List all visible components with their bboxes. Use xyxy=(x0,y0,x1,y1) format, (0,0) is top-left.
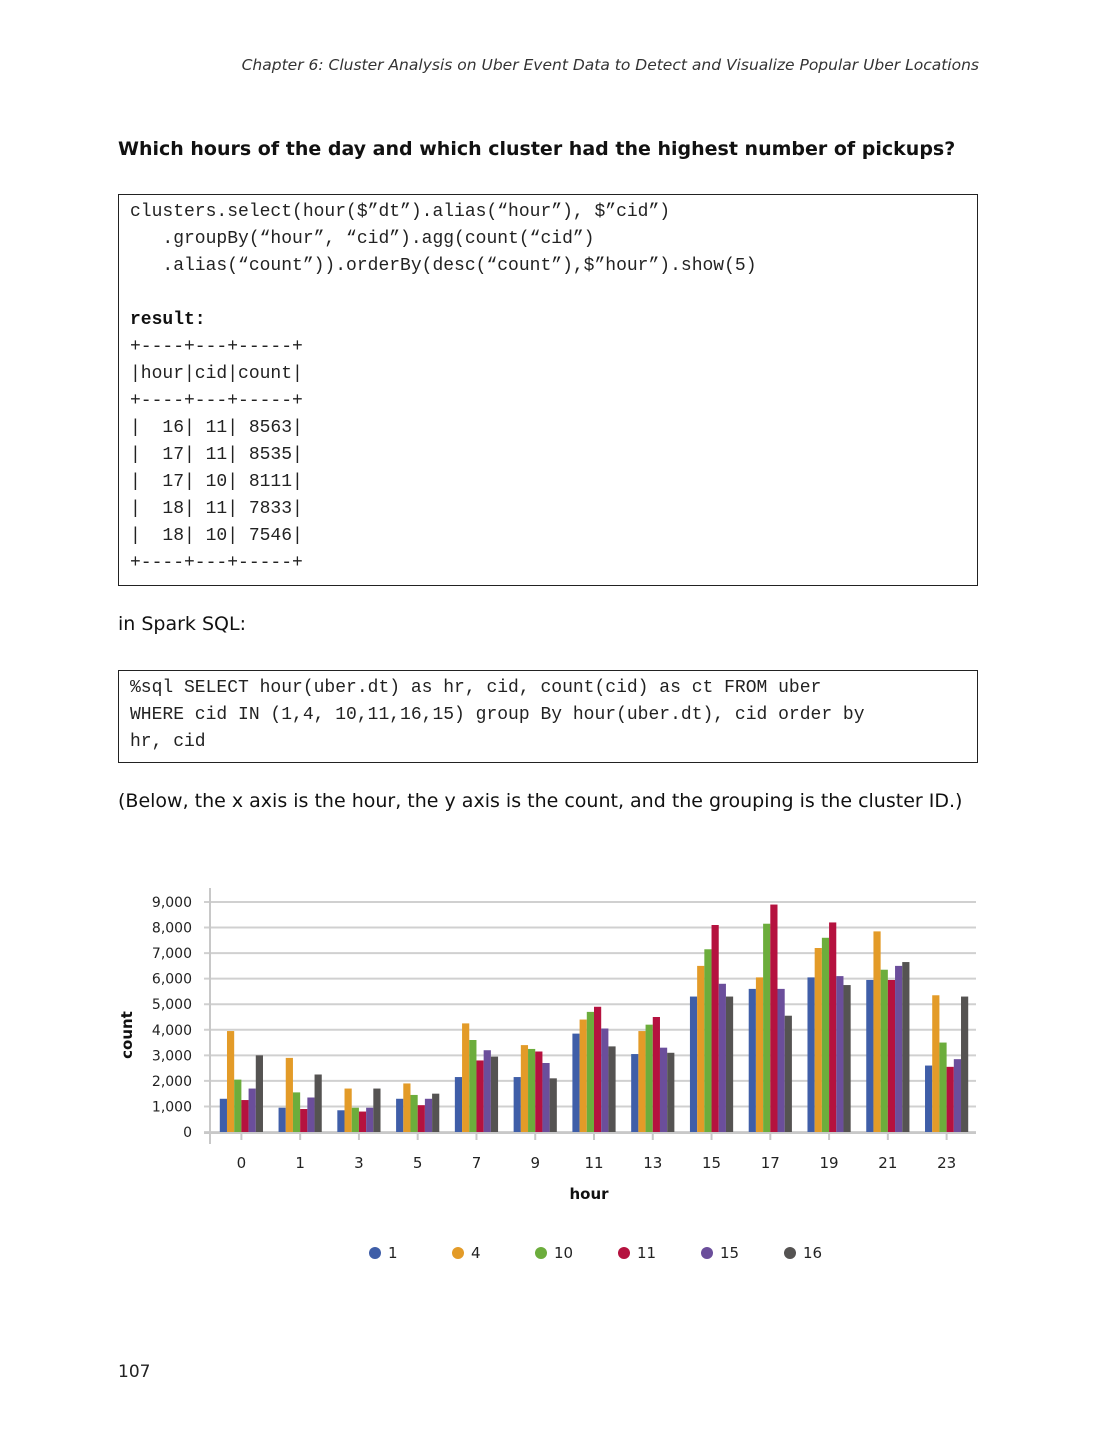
x-tick-label: 17 xyxy=(760,1154,780,1172)
bar xyxy=(902,962,909,1132)
x-tick-label: 23 xyxy=(937,1154,957,1172)
bar xyxy=(749,989,756,1132)
code-line: .alias(“count”)).orderBy(desc(“count”),$”hour”).show(5) xyxy=(130,256,757,276)
legend-label: 15 xyxy=(720,1244,740,1262)
legend-label: 4 xyxy=(471,1244,481,1262)
bar xyxy=(521,1045,528,1132)
bar xyxy=(646,1025,653,1132)
legend-swatch xyxy=(618,1247,630,1259)
bar xyxy=(337,1110,344,1132)
y-axis-title: count xyxy=(118,1011,136,1059)
legend-label: 11 xyxy=(637,1244,657,1262)
y-tick-label: 8,000 xyxy=(151,920,192,937)
bar xyxy=(726,997,733,1132)
bar xyxy=(256,1055,263,1132)
x-tick-label: 3 xyxy=(354,1154,364,1172)
result-line: | 17| 11| 8535| xyxy=(130,445,303,465)
section-question: Which hours of the day and which cluster had the highest number of pickups? xyxy=(118,138,956,160)
bar xyxy=(315,1075,322,1133)
bar xyxy=(366,1108,373,1132)
bar xyxy=(778,989,785,1132)
code-block-scala xyxy=(118,194,978,586)
bar xyxy=(307,1098,314,1133)
bar xyxy=(425,1099,432,1132)
result-line: +----+---+-----+ xyxy=(130,553,303,573)
code-line: %sql SELECT hour(uber.dt) as hr, cid, count(cid) as ct FROM uber xyxy=(130,678,822,698)
bar xyxy=(815,948,822,1132)
bar xyxy=(690,997,697,1132)
bar xyxy=(410,1095,417,1132)
bar xyxy=(873,931,880,1132)
bar xyxy=(763,924,770,1132)
legend-label: 16 xyxy=(803,1244,823,1262)
bar xyxy=(836,976,843,1132)
x-tick-label: 15 xyxy=(701,1154,722,1172)
spark-sql-label: in Spark SQL: xyxy=(118,613,246,635)
bar xyxy=(843,985,850,1132)
legend-label: 10 xyxy=(554,1244,574,1262)
bar xyxy=(881,970,888,1132)
x-tick-label: 5 xyxy=(412,1154,423,1172)
bar xyxy=(587,1012,594,1132)
bar xyxy=(359,1112,366,1132)
bar xyxy=(514,1077,521,1132)
x-tick-label: 13 xyxy=(643,1154,663,1172)
bar xyxy=(403,1083,410,1132)
bar xyxy=(373,1089,380,1132)
result-line: +----+---+-----+ xyxy=(130,391,303,411)
x-tick-label: 19 xyxy=(819,1154,839,1172)
bar xyxy=(704,949,711,1132)
y-tick-label: 3,000 xyxy=(151,1048,192,1065)
y-tick-label: 4,000 xyxy=(151,1022,192,1039)
bar xyxy=(396,1099,403,1132)
chart-caption: (Below, the x axis is the hour, the y axis is the count, and the grouping is the cluster ID.) xyxy=(118,790,963,812)
bar xyxy=(279,1108,286,1132)
bar xyxy=(220,1099,227,1132)
result-line: +----+---+-----+ xyxy=(130,337,303,357)
result-line: | 18| 11| 7833| xyxy=(130,499,303,519)
x-tick-label: 21 xyxy=(878,1154,898,1172)
bar xyxy=(462,1023,469,1132)
bar xyxy=(352,1108,359,1132)
bar xyxy=(785,1016,792,1132)
x-tick-label: 0 xyxy=(236,1154,247,1172)
code-line: .groupBy(“hour”, “cid”).agg(count(“cid”) xyxy=(130,229,595,249)
bar xyxy=(895,966,902,1132)
bar xyxy=(293,1092,300,1132)
bar xyxy=(653,1017,660,1132)
bar xyxy=(888,980,895,1132)
bar xyxy=(925,1066,932,1132)
code-block-sql xyxy=(118,670,978,763)
bar xyxy=(535,1052,542,1133)
result-line: | 17| 10| 8111| xyxy=(130,472,303,492)
result-line: |hour|cid|count| xyxy=(130,364,303,384)
bar xyxy=(241,1100,248,1132)
code-line: hr, cid xyxy=(130,732,206,752)
bar xyxy=(550,1078,557,1132)
y-tick-label: 6,000 xyxy=(151,971,192,988)
bar xyxy=(300,1109,307,1132)
running-head: Chapter 6: Cluster Analysis on Uber Event Data to Detect and Visualize Popular Uber Locations xyxy=(241,56,979,74)
legend-swatch xyxy=(535,1247,547,1259)
bar xyxy=(249,1089,256,1132)
y-tick-label: 2,000 xyxy=(151,1073,192,1090)
bar xyxy=(712,925,719,1132)
bar xyxy=(660,1048,667,1132)
bar xyxy=(638,1031,645,1132)
bar xyxy=(432,1094,439,1132)
bar xyxy=(594,1007,601,1132)
bar xyxy=(234,1080,241,1132)
x-tick-label: 11 xyxy=(584,1154,604,1172)
bar xyxy=(476,1060,483,1132)
legend-label: 1 xyxy=(388,1244,398,1262)
x-tick-label: 1 xyxy=(295,1154,305,1172)
legend-swatch xyxy=(452,1247,464,1259)
result-line: | 18| 10| 7546| xyxy=(130,526,303,546)
bar xyxy=(961,997,968,1132)
bar xyxy=(542,1063,549,1132)
bar xyxy=(667,1053,674,1132)
bar xyxy=(829,922,836,1132)
bar xyxy=(807,977,814,1132)
bar xyxy=(947,1067,954,1132)
bar xyxy=(932,995,939,1132)
bar xyxy=(484,1050,491,1132)
bar xyxy=(866,980,873,1132)
page-number: 107 xyxy=(118,1362,151,1382)
bar xyxy=(631,1054,638,1132)
bar xyxy=(227,1031,234,1132)
x-tick-label: 9 xyxy=(530,1154,541,1172)
bar xyxy=(719,984,726,1132)
y-tick-label: 9,000 xyxy=(151,895,192,911)
bar xyxy=(286,1058,293,1132)
code-line: WHERE cid IN (1,4, 10,11,16,15) group By hour(uber.dt), cid order by xyxy=(130,705,865,725)
y-tick-label: 0 xyxy=(183,1125,192,1141)
bar xyxy=(770,905,777,1132)
y-tick-label: 5,000 xyxy=(151,997,192,1014)
bar xyxy=(491,1057,498,1132)
x-axis-title: hour xyxy=(569,1185,609,1203)
legend-swatch xyxy=(784,1247,796,1259)
bar xyxy=(572,1034,579,1132)
y-tick-label: 1,000 xyxy=(151,1099,192,1116)
bar xyxy=(469,1040,476,1132)
legend-swatch xyxy=(369,1247,381,1259)
y-tick-label: 7,000 xyxy=(151,946,192,963)
bar xyxy=(954,1059,961,1132)
bar xyxy=(580,1020,587,1132)
bar xyxy=(822,938,829,1132)
code-line: clusters.select(hour($”dt”).alias(“hour”), $”cid”) xyxy=(130,202,671,222)
bar xyxy=(608,1046,615,1132)
bar xyxy=(345,1089,352,1132)
bar xyxy=(939,1043,946,1132)
x-tick-label: 7 xyxy=(471,1154,482,1172)
legend-swatch xyxy=(701,1247,713,1259)
bar xyxy=(528,1049,535,1132)
result-line: | 16| 11| 8563| xyxy=(130,418,303,438)
bar xyxy=(601,1029,608,1133)
bar xyxy=(418,1105,425,1132)
bar xyxy=(756,977,763,1132)
bar xyxy=(697,966,704,1132)
bar-chart xyxy=(100,870,1000,1290)
bar xyxy=(455,1077,462,1132)
result-label: result: xyxy=(130,310,206,330)
